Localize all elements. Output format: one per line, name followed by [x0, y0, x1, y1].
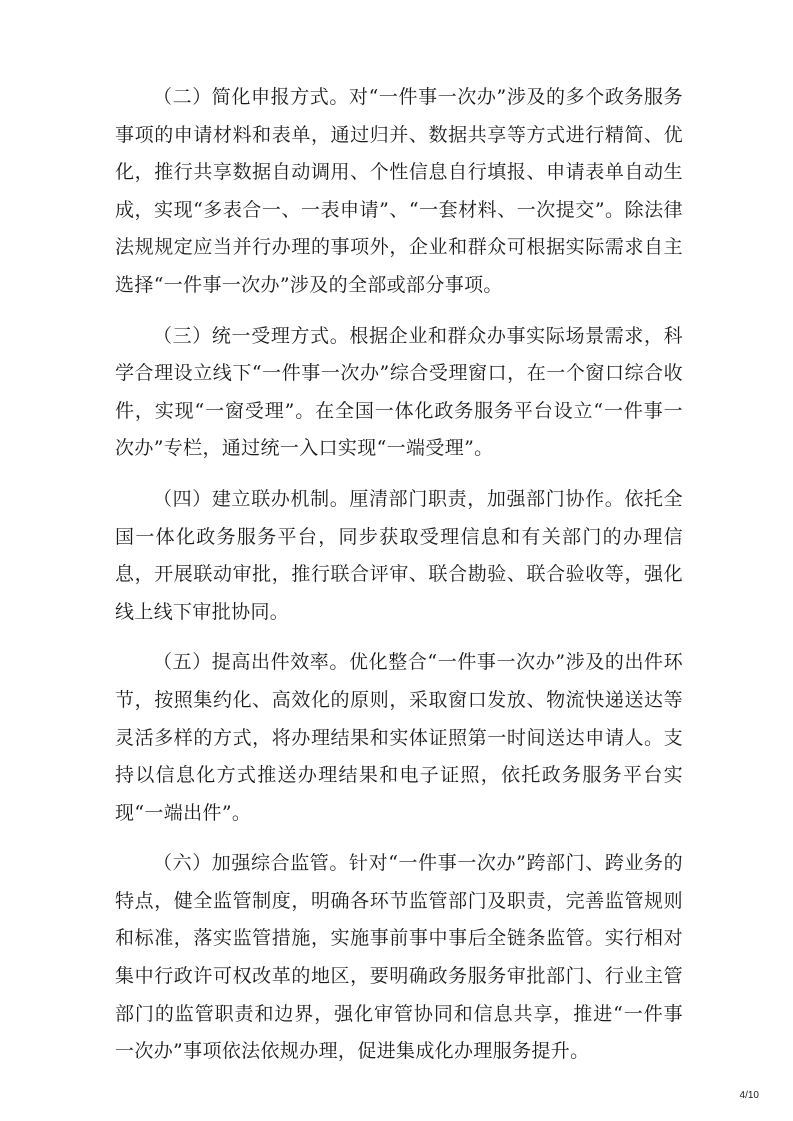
page-number: 4/10	[739, 1090, 759, 1101]
paragraph-heading: （六）加强综合监管。	[153, 852, 350, 875]
paragraph-heading: （三）统一受理方式。	[153, 324, 350, 347]
paragraph-comprehensive-supervision	[115, 845, 683, 1071]
paragraph-text: 对“一件事一次办”涉及的多个政务服务事项的申请材料和表单，通过归并、数据共享等方式进行精简、优化，推行共享数据自动调用、个性信息自行填报、申请表单自动生成，实现“多表合一、一表申请”、“一套材料、一次提交”。除法律法规规定应当并行办理的事项外，企业和群众可根据实际需求自主选择“一件事一次办”涉及的全部或部分事项。	[115, 86, 683, 296]
paragraph-heading: （二）简化申报方式。	[153, 86, 350, 108]
document-body	[115, 79, 683, 1084]
paragraph-text: 厘清部门职责，加强部门协作。依托全国一体化政务服务平台，同步获取受理信息和有关部门的办理信息，开展联动审批，推行联合评审、联合勘验、联合验收等，强化线上线下审批协同。	[115, 487, 683, 623]
paragraph-joint-mechanism	[115, 481, 683, 631]
paragraph-text: 优化整合“一件事一次办”涉及的出件环节，按照集约化、高效化的原则，采取窗口发放、物流快递送达等灵活多样的方式，将办理结果和实体证照第一时间送达申请人。支持以信息化方式推送办理结果和电子证照，依托政务服务平台实现“一端出件”。	[115, 651, 683, 824]
paragraph-simplify-application	[115, 79, 683, 305]
paragraph-text: 针对“一件事一次办”跨部门、跨业务的特点，健全监管制度，明确各环节监管部门及职责，完善监管规则和标准，落实监管措施，实施事前事中事后全链条监管。实行相对集中行政许可权改革的地区，要明确政务服务审批部门、行业主管部门的监管职责和边界，强化审管协同和信息共享，推进“一件事一次办”事项依法依规办理，促进集成化办理服务提升。	[115, 852, 683, 1063]
paragraph-delivery-efficiency	[115, 644, 683, 832]
paragraph-heading: （四）建立联办机制。	[153, 487, 350, 510]
paragraph-text: 根据企业和群众办事实际场景需求，科学合理设立线下“一件事一次办”综合受理窗口，在一个窗口综合收件，实现“一窗受理”。在全国一体化政务服务平台设立“一件事一次办”专栏，通过统一入口实现“一端受理”。	[115, 324, 683, 460]
paragraph-heading: （五）提高出件效率。	[153, 651, 350, 674]
paragraph-unified-acceptance	[115, 318, 683, 468]
